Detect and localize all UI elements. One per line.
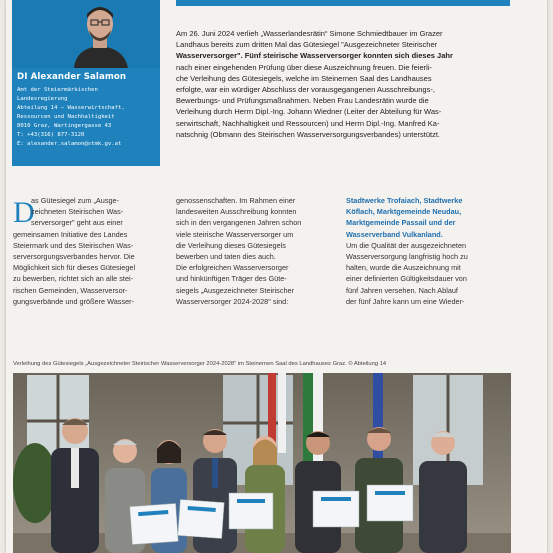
column-line: as Gütesiegel zum „Ausge- [31, 196, 120, 205]
author-name: DI Alexander Salamon [17, 72, 127, 82]
column-line: fünf Jahren versehen. Nach Ablauf [346, 285, 458, 295]
column-line: Wasserversorgung langfristig hoch zu [346, 252, 468, 262]
column-line: viele steirische Wasserversorger um [176, 229, 294, 239]
column-line: landesweiten Ausschreibung konnten [176, 207, 297, 217]
column-1 [13, 195, 163, 307]
column-line: halten, wurde die Auszeichnung mit [346, 263, 461, 273]
winners-line: Marktgemeinde Passail und der [346, 218, 456, 228]
column-line: Möglichkeit sich für dieses Gütesiegel [13, 263, 136, 273]
intro-line: erfolgte, war ein würdiger Abschluss der vorausgegangenen Ausschreibungs-, [176, 85, 435, 95]
column-line: Steiermark und des Steirischen Was- [13, 240, 134, 250]
intro-line: Am 26. Juni 2024 verlieh „Wasserlandesrätin“ Simone Schmiedtbauer im Grazer [176, 29, 443, 38]
author-email[interactable]: E: alexander.salamon@stmk.gv.at [17, 141, 122, 147]
column-line: Die erfolgreichen Wasserversorger [176, 263, 289, 273]
column-line: einer definierten Gültigkeitsdauer von [346, 274, 467, 284]
winners-line: Stadtwerke Trofaiach, Stadtwerke [346, 196, 463, 205]
photo-caption: Verleihung des Gütesiegels „Ausgezeichneter Steirischer Wasserversorger 2024-2028" im Steinernen Saal des Landhauses Graz. © Abteilung 14 [13, 361, 387, 367]
column-line: Wasserversorger 2024-2028" sind: [176, 296, 289, 306]
drop-cap: D [13, 196, 35, 229]
author-line: Ressourcen und Nachhaltigkeit [17, 114, 115, 120]
intro-line: Verleihung durch Herrn Dipl.-Ing. Johann Wiedner (Leiter der Abteilung für Was- [176, 107, 442, 117]
intro-line: Landhaus bereits zum dritten Mal das Gütesiegel "Ausgezeichneter Steirischer [176, 40, 438, 50]
column-line: siegels „Ausgezeichneter Steirischer [176, 285, 295, 295]
group-photo [13, 373, 511, 553]
intro-line: serwirtschaft, Nachhaltigkeit und Ressourcen) und Herrn Dipl.-Ing. Manfred Ka- [176, 118, 440, 128]
column-line: sich in den vergangenen Jahren schon [176, 218, 302, 228]
winners-line: Köflach, Marktgemeinde Neudau, [346, 207, 462, 217]
column-line: gemeinsamen Initiative des Landes [13, 229, 128, 239]
column-3 [346, 195, 511, 307]
column-line: bewerben und taten dies auch. [176, 252, 276, 262]
winners-line: Wasserverband Vulkanland. [346, 229, 443, 239]
column-line: zu bewerben, richtet sich an alle stei- [13, 274, 134, 284]
author-line: T: +43(316) 877-3120 [17, 132, 85, 138]
author-line: 8010 Graz, Wartingergasse 43 [17, 123, 112, 129]
author-line: Abteilung 14 – Wasserwirtschaft, [17, 105, 125, 111]
column-line: der fünf Jahre kann um eine Wieder- [346, 296, 465, 306]
column-line: zeichneten Steirischen Was- [31, 207, 124, 217]
column-line: Um die Qualität der ausgezeichneten [346, 240, 467, 250]
accent-bar [176, 0, 510, 6]
author-card [12, 0, 160, 166]
author-line: Landesregierung [17, 96, 68, 102]
group-photo-illustration [13, 373, 511, 553]
column-line: serversorger" geht aus einer [31, 218, 123, 228]
column-line: und hinkünftigen Träger des Güte- [176, 274, 287, 284]
column-line: rischen Gemeinden, Wasserversor- [13, 285, 128, 295]
intro-line: nach einer eingehenden Prüfung über diese Auszeichnung freuen. Die feierli- [176, 62, 433, 72]
intro-line: che Verleihung des Gütesiegels, welche im Steinernen Saal des Landhauses [176, 73, 432, 83]
intro-line: Bewerbungs- und Prüfungsmaßnahmen. Neben Frau Landesrätin wurde die [176, 96, 429, 106]
author-contact [17, 86, 157, 149]
column-line: gungsverbände und größere Wasser- [13, 296, 135, 306]
column-line: die Verleihung dieses Gütesiegels [176, 240, 286, 250]
author-photo [12, 0, 160, 68]
column-line: genossenschaften. Im Rahmen einer [176, 196, 296, 205]
intro-paragraph [176, 28, 511, 140]
author-line: Amt der Steiermärkischen [17, 87, 98, 93]
intro-line: Wasserversorger". Fünf steirische Wasserversorger konnten sich dieses Jahr [176, 51, 453, 61]
column-2 [176, 195, 331, 307]
column-line: serversorgungsverbandes hervor. Die [13, 252, 135, 262]
intro-line: natschnig (Obmann des Steirischen Wasserversorgungsverbandes) unterstützt. [176, 129, 441, 139]
